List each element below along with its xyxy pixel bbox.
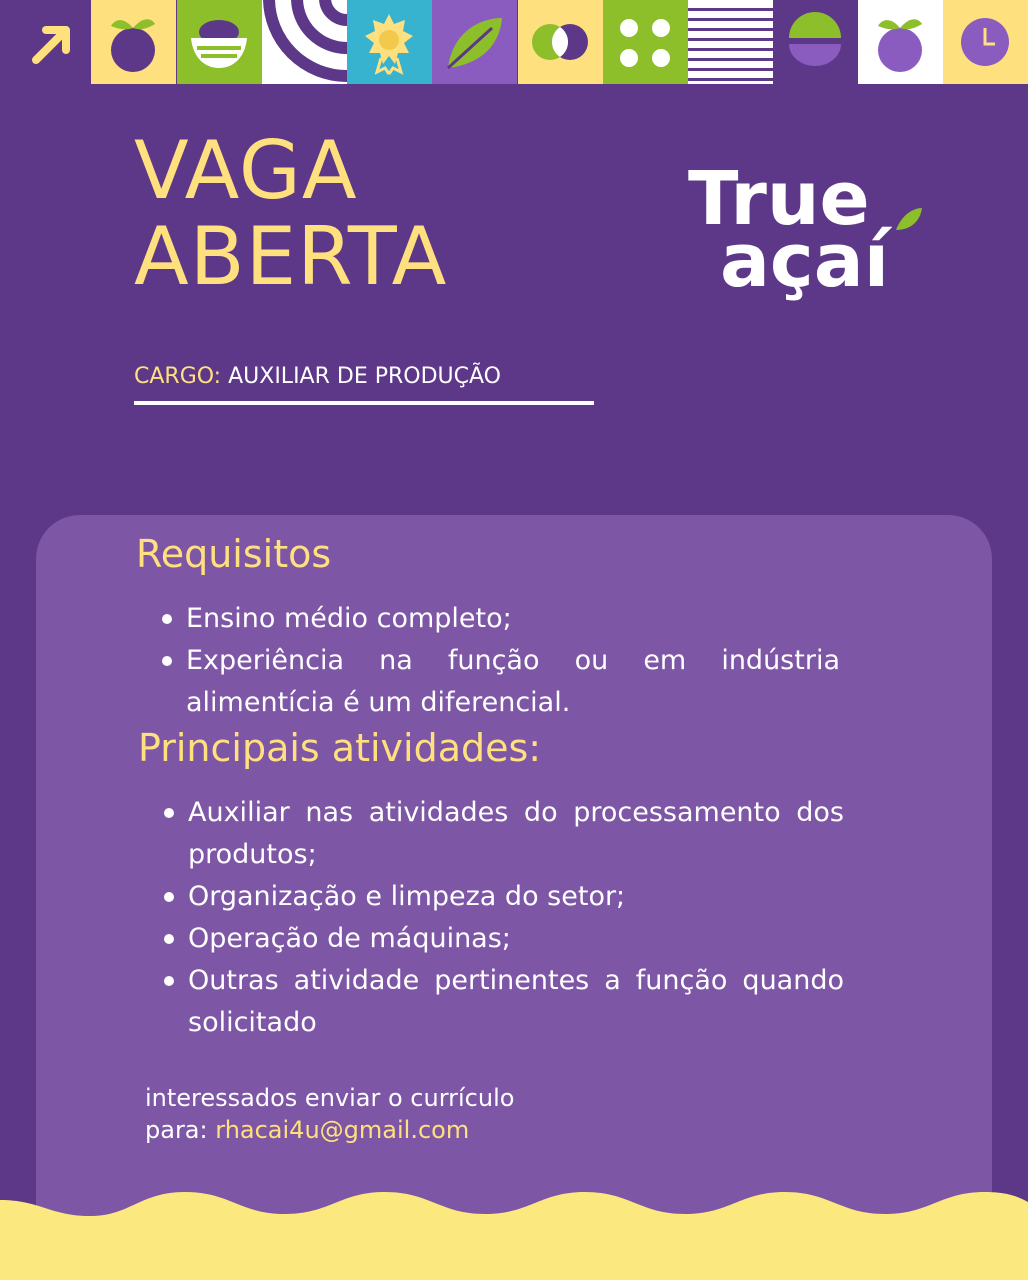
bullet-icon	[162, 656, 172, 666]
list-item	[164, 918, 844, 960]
bullet-icon	[162, 614, 172, 624]
true-acai-logo	[686, 152, 926, 342]
acai-bowl-icon	[177, 0, 262, 84]
cargo-value: AUXILIAR DE PRODUÇÃO	[228, 364, 501, 389]
arrow-icon	[6, 0, 91, 84]
list-item-text: Organização e limpeza do setor;	[188, 881, 626, 912]
requisitos-list	[162, 598, 840, 724]
bottom-wave	[0, 1180, 1028, 1280]
cargo	[134, 364, 501, 389]
list-item	[164, 792, 844, 876]
list-item-text: Operação de máquinas;	[188, 923, 511, 954]
list-item-text: Auxiliar nas atividades do processamento dos produtos;	[188, 797, 844, 870]
clock-icon	[943, 0, 1028, 84]
dots-icon	[603, 0, 688, 84]
circles-icon	[518, 0, 603, 84]
bullet-icon	[164, 892, 174, 902]
list-item	[162, 640, 840, 724]
logo-leaf-icon	[896, 208, 922, 230]
atividades-title: Principais atividades:	[138, 726, 542, 770]
sun-badge-icon	[347, 0, 432, 84]
contact-email[interactable]: rhacai4u@gmail.com	[215, 1116, 470, 1144]
headline-line-2: ABERTA	[134, 210, 448, 303]
berry-icon	[858, 0, 943, 84]
bullet-icon	[164, 808, 174, 818]
list-item	[164, 876, 844, 918]
headline-line-1: VAGA	[134, 124, 358, 217]
logo-line-2: açaí	[720, 218, 890, 304]
bullet-icon	[164, 934, 174, 944]
decorative-banner	[0, 0, 1028, 86]
cargo-label: CARGO:	[134, 364, 222, 389]
cargo-underline	[134, 401, 594, 405]
contact-line-1: interessados enviar o currículo	[145, 1084, 515, 1112]
contact-prefix: para:	[145, 1116, 208, 1144]
headline	[134, 124, 448, 303]
list-item-text: Experiência na função ou em indústria alimentícia é um diferencial.	[186, 645, 840, 718]
list-item-text: Ensino médio completo;	[186, 603, 512, 634]
leaf-icon	[432, 0, 517, 84]
list-item	[164, 960, 844, 1044]
list-item	[162, 598, 840, 640]
atividades-list	[164, 792, 844, 1044]
half-circles-icon	[773, 0, 858, 84]
contact-info	[145, 1082, 514, 1146]
bullet-icon	[164, 976, 174, 986]
rings-icon	[262, 0, 347, 84]
logo-line-1: True	[688, 156, 870, 242]
berry-icon	[91, 0, 176, 84]
stripes-icon	[688, 0, 773, 84]
list-item-text: Outras atividade pertinentes a função quando solicitado	[188, 965, 844, 1038]
requisitos-title: Requisitos	[136, 532, 332, 576]
